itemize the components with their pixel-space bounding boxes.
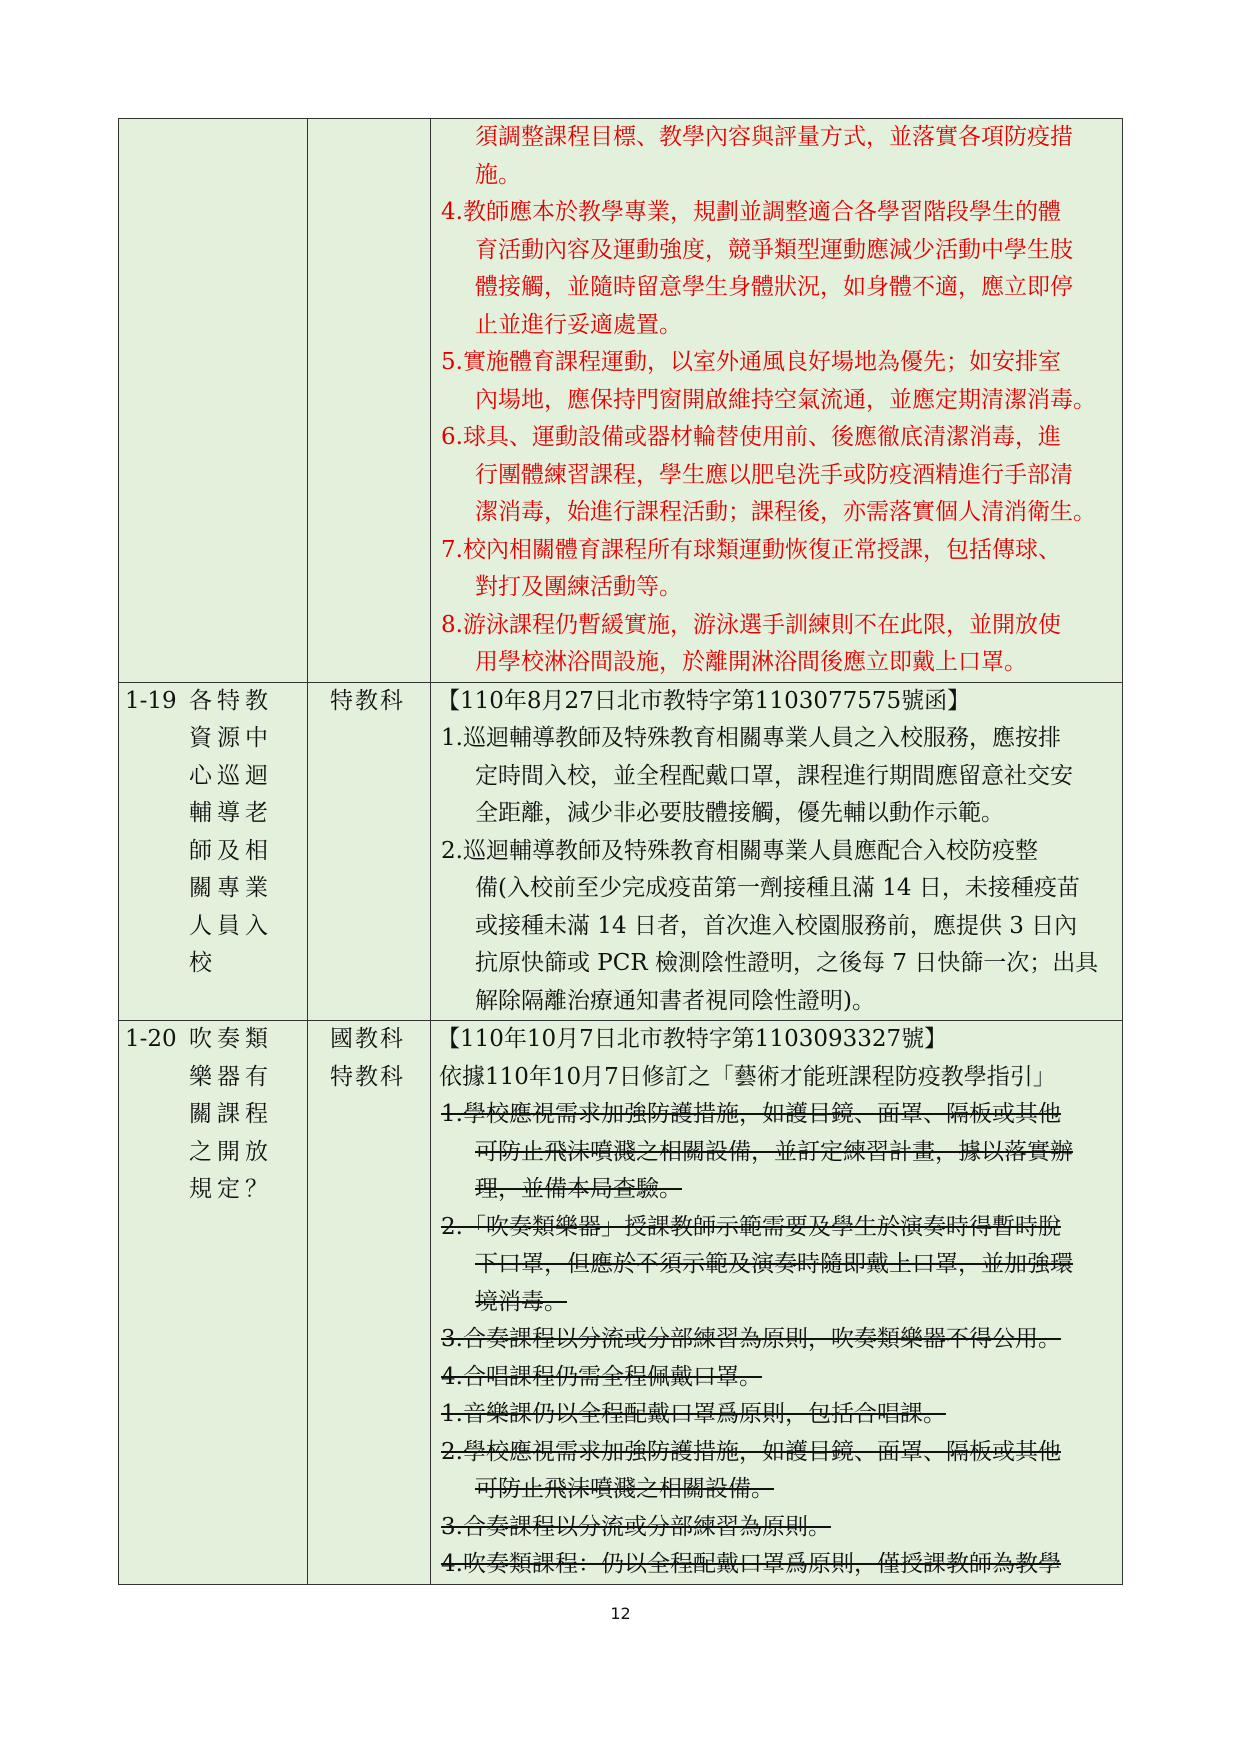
- list-item: [441, 1321, 1112, 1359]
- list-item-line: 施。: [475, 161, 521, 188]
- list-item: [441, 1396, 1112, 1434]
- dept-cell: [308, 119, 431, 683]
- list-item-line: 1.巡迴輔導教師及特殊教育相關專業人員之入校服務，應按排: [441, 725, 1061, 751]
- list-item: [441, 1509, 1112, 1547]
- list-item-line: 育活動內容及運動強度，競爭類型運動應減少活動中學生肢: [475, 236, 1073, 263]
- list-item: [441, 833, 1112, 1021]
- list-item-line: 備(入校前至少完成疫苗第一劑接種且滿 14 日，未接種疫苗: [475, 875, 1080, 901]
- table-row: [119, 119, 1123, 683]
- list-item-line: 體接觸，並隨時留意學生身體狀況，如身體不適，應立即停: [475, 274, 1073, 300]
- list-item-line: 2.「吹奏類樂器」授課教師示範需要及學生於演奏時得暫時脫: [441, 1213, 1061, 1240]
- list-item-line: 可防止飛沫噴濺之相關設備，並訂定練習計畫，據以落實辦: [475, 1138, 1073, 1165]
- item-title: 吹奏類樂器有關課程之開放規定？: [189, 1026, 273, 1202]
- list-item-line: 6.球具、運動設備或器材輪替使用前、後應徹底清潔消毒，進: [441, 424, 1061, 450]
- list-item: [441, 1096, 1112, 1209]
- guideline-table: [118, 118, 1123, 1585]
- dept-label: 特教科: [330, 687, 405, 714]
- list-item: [441, 1434, 1112, 1509]
- list-item: [441, 607, 1112, 682]
- page-number: 12: [610, 1604, 631, 1623]
- list-item-line: 行團體練習課程，學生應以肥皂洗手或防疫酒精進行手部清: [475, 461, 1073, 488]
- list-item-line: 境消毒。: [475, 1288, 567, 1315]
- list-item-line: 下口罩，但應於不須示範及演奏時隨即戴上口罩，並加強環: [475, 1251, 1073, 1277]
- content-cell: [431, 682, 1123, 1021]
- content-cell: [431, 1021, 1123, 1585]
- list-item-line: 2.巡迴輔導教師及特殊教育相關專業人員應配合入校防疫整: [441, 837, 1038, 864]
- dept-cell: [308, 1021, 431, 1585]
- list-item-line: 理，並備本局查驗。: [475, 1176, 682, 1202]
- list-item: [441, 344, 1112, 419]
- list-item: [441, 1359, 1112, 1397]
- list-item-line: 解除隔離治療通知書者視同陰性證明)。: [475, 987, 875, 1014]
- list-item-line: 全距離，減少非必要肢體接觸，優先輔以動作示範。: [475, 800, 1004, 826]
- list-item-line: 3.合奏課程以分流或分部練習為原則，吹奏類樂器不得公用。: [441, 1326, 1061, 1352]
- dept-label: 特教科: [330, 1063, 405, 1090]
- list-item-line: 4.吹奏類課程：仍以全程配戴口罩爲原則，僅授課教師為教學: [441, 1551, 1061, 1577]
- content-cell: [431, 119, 1123, 683]
- list-item-line: 或接種未滿 14 日者，首次進入校園服務前，應提供 3 日內: [475, 912, 1078, 939]
- list-item: [441, 532, 1112, 607]
- list-item-line: 7.校內相關體育課程所有球類運動恢復正常授課，包括傳球、: [441, 536, 1061, 563]
- list-item-line: 2.學校應視需求加強防護措施，如護目鏡、面罩、隔板或其他: [441, 1438, 1061, 1465]
- list-item-line: 須調整課程目標、教學內容與評量方式，並落實各項防疫措: [475, 124, 1073, 150]
- list-item: [441, 720, 1112, 833]
- list-item-line: 4.教師應本於教學專業，規劃並調整適合各學習階段學生的體: [441, 199, 1061, 225]
- list-item-line: 可防止飛沫噴濺之相關設備。: [475, 1476, 774, 1502]
- table-row: [119, 1021, 1123, 1585]
- list-item-line: 定時間入校，並全程配戴口罩，課程進行期間應留意社交安: [475, 762, 1073, 789]
- list-item-line: 4.合唱課程仍需全程佩戴口罩。: [441, 1363, 762, 1390]
- list-item: [441, 419, 1112, 532]
- list-item-line: 5.實施體育課程運動，以室外通風良好場地為優先；如安排室: [441, 349, 1061, 375]
- list-item: [441, 119, 1112, 194]
- dept-label: 國教科: [330, 1026, 405, 1052]
- list-item-line: 3.合奏課程以分流或分部練習為原則。: [441, 1513, 831, 1540]
- list-item-line: 8.游泳課程仍暫緩實施，游泳選手訓練則不在此限，並開放使: [441, 611, 1061, 638]
- item-cell: [119, 119, 308, 683]
- list-item-line: 止並進行妥適處置。: [475, 311, 682, 338]
- table-row: [119, 682, 1123, 1021]
- basis-note: 依據110年10月7日修訂之「藝術才能班課程防疫教學指引」: [439, 1063, 1056, 1090]
- list-item: [441, 194, 1112, 344]
- list-item: [441, 1209, 1112, 1322]
- item-number: 1-20: [125, 1026, 177, 1052]
- list-item-line: 內場地，應保持門窗開啟維持空氣流通，並應定期清潔消毒。: [475, 386, 1096, 413]
- list-item-line: 抗原快篩或 PCR 檢測陰性證明，之後每 7 日快篩一次；出具: [475, 950, 1099, 976]
- document-reference: 【110年10月7日北市教特字第1103093327號】: [437, 1026, 948, 1052]
- item-cell: [119, 1021, 308, 1585]
- list-item: [441, 1546, 1112, 1584]
- dept-cell: [308, 682, 431, 1021]
- item-cell: [119, 682, 308, 1021]
- list-item-line: 潔消毒，始進行課程活動；課程後，亦需落實個人清消衛生。: [475, 499, 1096, 525]
- item-number: 1-19: [125, 687, 177, 714]
- list-item-line: 對打及團練活動等。: [475, 574, 682, 600]
- list-item-line: 1.學校應視需求加強防護措施，如護目鏡、面罩、隔板或其他: [441, 1101, 1061, 1127]
- list-item-line: 1.音樂課仍以全程配戴口罩爲原則，包括合唱課。: [441, 1401, 946, 1427]
- list-item-line: 用學校淋浴間設施，於離開淋浴間後應立即戴上口罩。: [475, 649, 1027, 675]
- document-reference: 【110年8月27日北市教特字第1103077575號函】: [437, 687, 971, 714]
- item-title: 各特教資源中心巡迴輔導老師及相關專業人員入校: [189, 687, 273, 976]
